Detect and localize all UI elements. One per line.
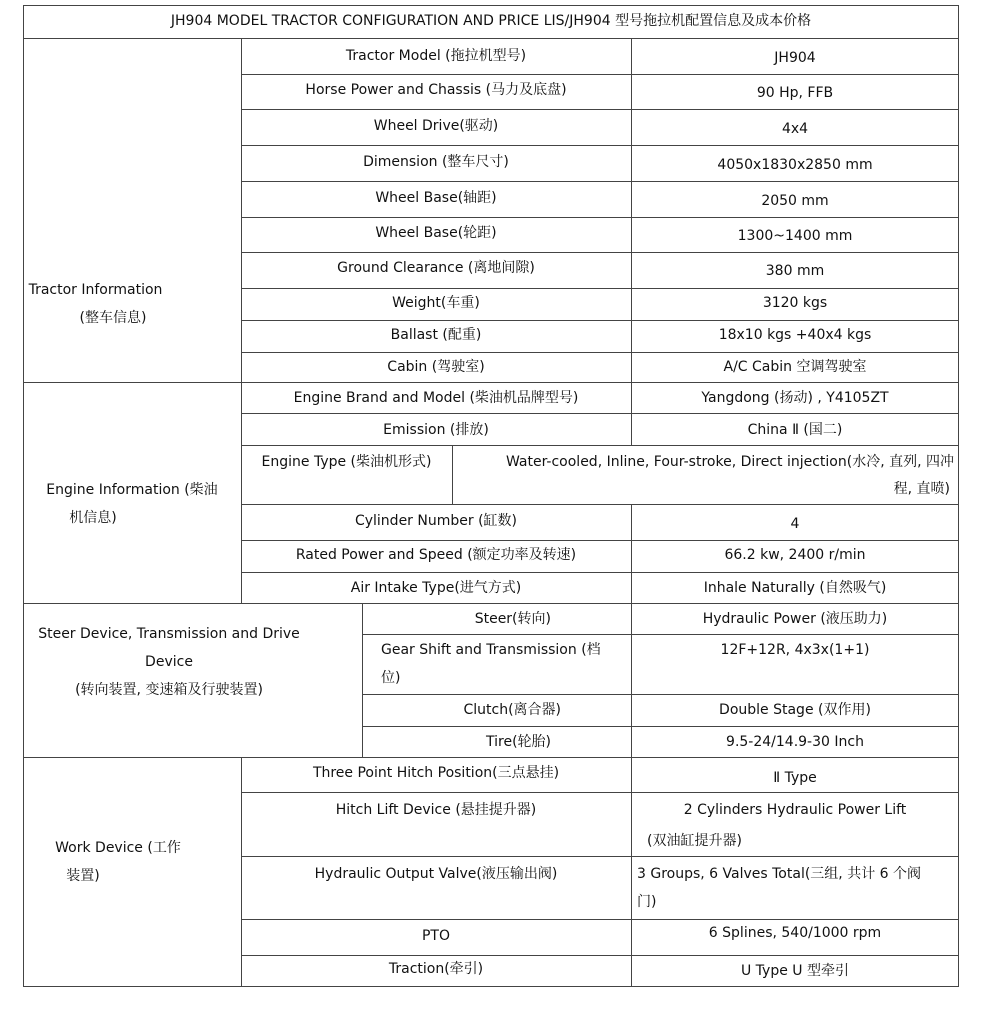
row-divider: [362, 726, 959, 727]
spec-value: 4: [790, 516, 800, 532]
spec-value: Ⅱ Type: [773, 770, 817, 786]
section-label: Engine Information (柴油: [46, 482, 218, 498]
spec-name: Horse Power and Chassis (马力及底盘): [305, 82, 567, 98]
spec-value: U Type U 型牵引: [740, 963, 849, 979]
section-label: Work Device (工作: [55, 840, 181, 856]
spec-value: 门): [637, 894, 657, 910]
row-divider: [241, 320, 959, 321]
row-divider: [241, 74, 959, 75]
spec-name: Weight(车重): [392, 295, 480, 311]
border-bottom: [23, 986, 959, 987]
spec-name: Steer(转向): [474, 611, 551, 627]
spec-value: Water-cooled, Inline, Four-stroke, Direct injection(水冷, 直列, 四冲: [505, 454, 954, 470]
spec-value: 1300~1400 mm: [737, 228, 853, 244]
spec-name: Traction(牵引): [388, 961, 484, 977]
spec-value: 4x4: [781, 121, 809, 137]
spec-value: 9.5-24/14.9-30 Inch: [726, 734, 864, 750]
row-divider: [241, 856, 959, 857]
spec-value: 12F+12R, 4x3x(1+1): [720, 642, 870, 658]
row-divider: [241, 540, 959, 541]
border-top: [23, 5, 959, 6]
row-divider: [241, 109, 959, 110]
spec-name: Ballast (配重): [390, 327, 482, 343]
spec-name: Wheel Base(轴距): [375, 190, 497, 206]
row-divider: [362, 634, 959, 635]
title-divider: [23, 38, 959, 39]
row-divider: [241, 252, 959, 253]
spec-name: Three Point Hitch Position(三点悬挂): [312, 765, 560, 781]
spec-name: Wheel Base(轮距): [375, 225, 497, 241]
row-divider: [241, 504, 959, 505]
section-label: Steer Device, Transmission and Drive: [38, 626, 300, 642]
spec-name: Wheel Drive(驱动): [373, 118, 499, 134]
spec-value: Double Stage (双作用): [719, 702, 871, 718]
spec-value: (双油缸提升器): [647, 833, 742, 849]
spec-value: A/C Cabin 空调驾驶室: [723, 359, 867, 375]
row-divider: [362, 694, 959, 695]
spec-value: 程, 直喷): [893, 481, 950, 497]
spec-name: Gear Shift and Transmission (档: [381, 642, 601, 658]
section-label: (整车信息): [79, 310, 147, 326]
spec-name: Hitch Lift Device (悬挂提升器): [335, 802, 537, 818]
spec-name: Air Intake Type(进气方式): [350, 580, 522, 596]
spec-value: China Ⅱ (国二): [747, 422, 843, 438]
spec-value: 18x10 kgs +40x4 kgs: [718, 327, 872, 343]
section-label: Tractor Information: [28, 282, 163, 298]
spec-name: PTO: [421, 928, 450, 944]
row-divider: [241, 352, 959, 353]
section-label: 装置): [66, 868, 100, 884]
row-divider: [241, 217, 959, 218]
table-title: JH904 MODEL TRACTOR CONFIGURATION AND PRICE LIS/JH904 型号拖拉机配置信息及成本价格: [170, 13, 812, 29]
spec-name: Dimension (整车尺寸): [363, 154, 509, 170]
spec-value: 66.2 kw, 2400 r/min: [724, 547, 866, 563]
section-label: 机信息): [69, 510, 117, 526]
spec-name: Ground Clearance (离地间隙): [337, 260, 535, 276]
spec-name: Cylinder Number (缸数): [354, 513, 518, 529]
spec-value: 3120 kgs: [762, 295, 828, 311]
spec-value: 2 Cylinders Hydraulic Power Lift: [683, 802, 907, 818]
spec-name: Emission (排放): [383, 422, 489, 438]
spec-value: 380 mm: [765, 263, 825, 279]
spec-value: Inhale Naturally (自然吸气): [703, 580, 887, 596]
row-divider: [241, 792, 959, 793]
spec-value: Hydraulic Power (液压助力): [702, 611, 888, 627]
spec-value: 90 Hp, FFB: [756, 85, 834, 101]
row-divider: [241, 445, 959, 446]
spec-name: Engine Type (柴油机形式): [261, 454, 432, 470]
spec-name: Tire(轮胎): [486, 734, 551, 750]
section-divider: [23, 603, 959, 604]
spec-name: Tractor Model (拖拉机型号): [345, 48, 527, 64]
spec-name: Cabin (驾驶室): [387, 359, 485, 375]
row-divider: [241, 413, 959, 414]
spec-name: 位): [381, 670, 401, 686]
spec-name: Clutch(离合器): [463, 702, 561, 718]
row-divider: [241, 145, 959, 146]
row-divider: [241, 181, 959, 182]
row-divider: [241, 572, 959, 573]
section-label: Device: [145, 654, 193, 670]
spec-value: 2050 mm: [761, 193, 829, 209]
spec-name: Rated Power and Speed (额定功率及转速): [295, 547, 577, 563]
spec-value: 4050x1830x2850 mm: [717, 157, 873, 173]
spec-value: 6 Splines, 540/1000 rpm: [708, 925, 882, 941]
spec-table: [23, 5, 959, 987]
spec-value: JH904: [774, 50, 816, 66]
spec-value: 3 Groups, 6 Valves Total(三组, 共计 6 个阀: [637, 866, 921, 882]
spec-value: Yangdong (扬动) , Y4105ZT: [701, 390, 889, 406]
section-divider: [23, 382, 959, 383]
spec-name: Engine Brand and Model (柴油机品牌型号): [293, 390, 579, 406]
spec-name: Hydraulic Output Valve(液压输出阀): [314, 866, 558, 882]
row-divider: [241, 288, 959, 289]
section-divider: [23, 757, 959, 758]
section-label: (转向装置, 变速箱及行驶装置): [75, 682, 263, 698]
